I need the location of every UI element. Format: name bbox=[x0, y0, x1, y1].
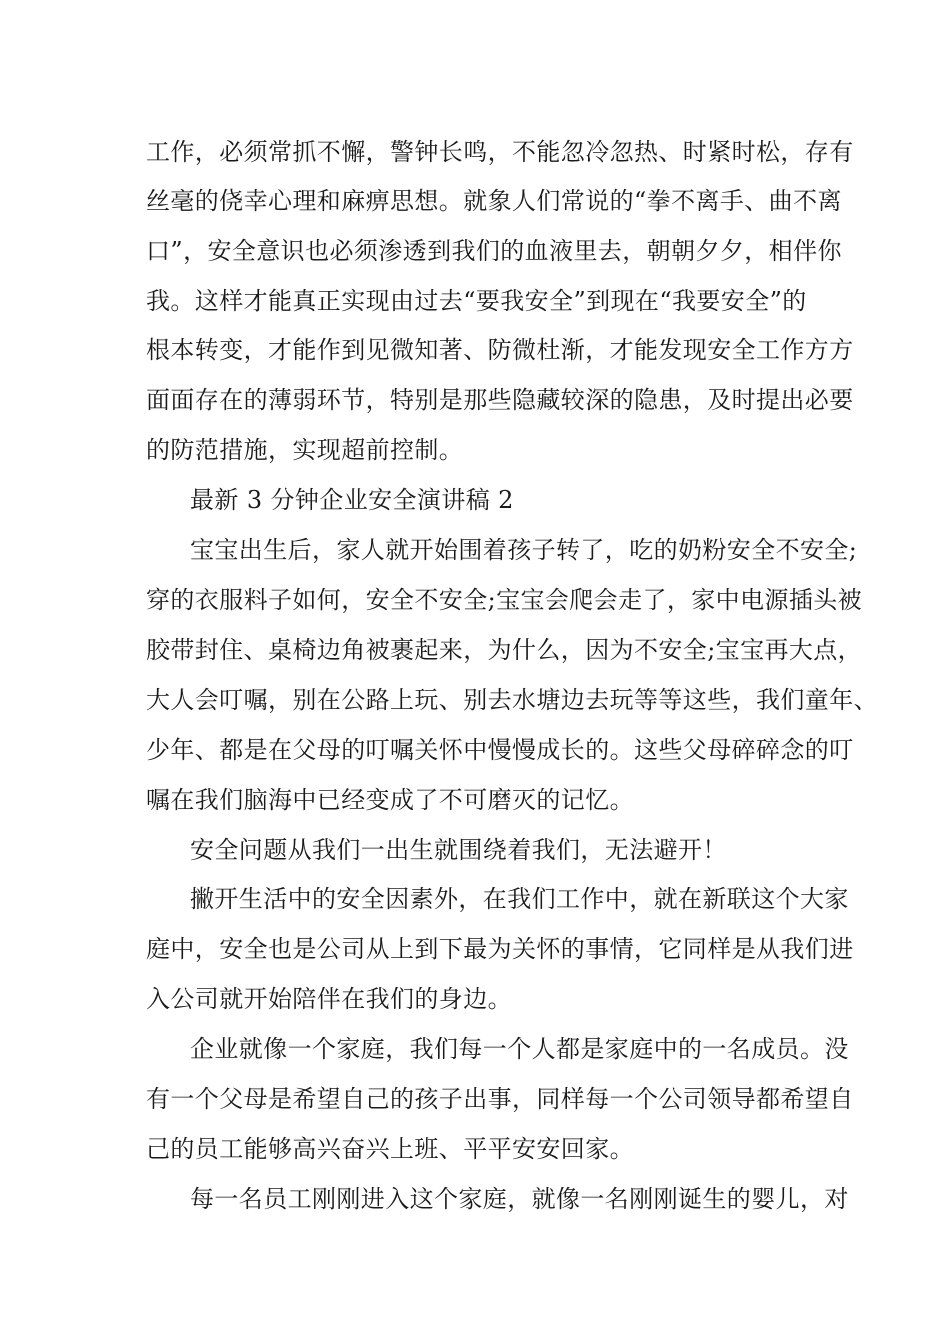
text-line: 撇开生活中的安全因素外，在我们工作中，就在新联这个大家 bbox=[190, 885, 849, 913]
text-line: 丝毫的侥幸心理和麻痹思想。就象人们常说的“拳不离手、曲不离 bbox=[146, 187, 842, 215]
text-line: 我。这样才能真正实现由过去“要我安全”到现在“我要安全”的 bbox=[146, 287, 807, 315]
text-line: 嘱在我们脑海中已经变成了不可磨灭的记忆。 bbox=[146, 786, 634, 814]
text-line: 胶带封住、桌椅边角被裹起来，为什么，因为不安全;宝宝再大点， bbox=[146, 636, 863, 664]
text-line: 企业就像一个家庭，我们每一个人都是家庭中的一名成员。没 bbox=[190, 1035, 849, 1063]
text-line: 的防范措施，实现超前控制。 bbox=[146, 436, 464, 464]
text-line: 少年、都是在父母的叮嘱关怀中慢慢成长的。这些父母碎碎念的叮 bbox=[146, 736, 854, 764]
text-line: 面面存在的薄弱环节，特别是那些隐藏较深的隐患，及时提出必要 bbox=[146, 386, 854, 414]
text-line: 每一名员工刚刚进入这个家庭，就像一名刚刚诞生的婴儿，对 bbox=[190, 1185, 849, 1213]
text-line: 根本转变，才能作到见微知著、防微杜渐，才能发现安全工作方方 bbox=[146, 336, 854, 364]
text-line: 入公司就开始陪伴在我们的身边。 bbox=[146, 985, 512, 1013]
section-heading: 最新 3 分钟企业安全演讲稿 2 bbox=[190, 486, 514, 514]
text-line: 有一个父母是希望自己的孩子出事，同样每一个公司领导都希望自 bbox=[146, 1085, 854, 1113]
text-line: 口”，安全意识也必须渗透到我们的血液里去，朝朝夕夕，相伴你 bbox=[146, 237, 842, 265]
text-line: 安全问题从我们一出生就围绕着我们，无法避开！ bbox=[190, 836, 727, 864]
text-line: 工作，必须常抓不懈，警钟长鸣，不能忽冷忽热、时紧时松，存有 bbox=[146, 138, 854, 166]
text-line: 己的员工能够高兴奋兴上班、平平安安回家。 bbox=[146, 1135, 634, 1163]
text-line: 庭中，安全也是公司从上到下最为关怀的事情，它同样是从我们进 bbox=[146, 935, 854, 963]
text-line: 宝宝出生后，家人就开始围着孩子转了，吃的奶粉安全不安全; bbox=[190, 536, 858, 564]
text-line: 穿的衣服料子如何，安全不安全;宝宝会爬会走了，家中电源插头被 bbox=[146, 586, 863, 614]
text-line: 大人会叮嘱，别在公路上玩、别去水塘边去玩等等这些，我们童年、 bbox=[146, 686, 878, 714]
